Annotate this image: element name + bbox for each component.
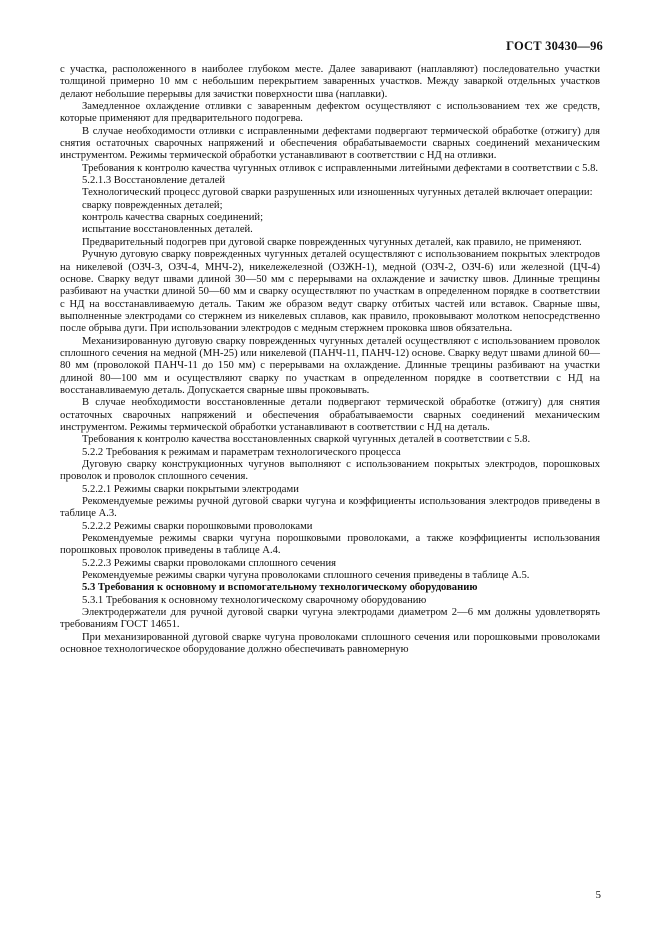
paragraph: Замедленное охлаждение отливки с заваренным дефектом осуществляют с использованием тех же средств, которые применяют для предварительного подогрева.	[60, 101, 600, 125]
document-body	[60, 64, 600, 657]
paragraph: В случае необходимости восстановленные детали подвергают термической обработке (отжигу) для снятия остаточных сварочных напряжений и обеспечения обрабатываемости сварных соединений механическим инструментом. Режимы термической обработки устанавливают в соответствии с НД на деталь.	[60, 397, 600, 433]
list-item: контроль качества сварных соединений;	[82, 212, 264, 224]
paragraph: Предварительный подогрев при дуговой сварке поврежденных чугунных деталей, как правило, не применяют.	[82, 236, 582, 248]
section-heading-5-2-1-3: 5.2.1.3 Восстановление деталей	[82, 175, 226, 187]
paragraph: При механизированной дуговой сварке чугуна проволоками сплошного сечения или порошковыми проволоками основное технологическое оборудование должно обеспечивать равномерную	[60, 631, 600, 656]
section-heading-5-2-2: 5.2.2 Требования к режимам и параметрам технологического процесса	[82, 446, 401, 458]
paragraph: с участка, расположенного в наиболее глубоком месте. Далее заваривают (наплавляют) последовательно участки толщиной примерно 10 мм с небольшим перекрытием заваренных участков. Между заваркой отдельных участков делают небольшие перерывы для зачистки поверхности шва (наплавки).	[60, 64, 600, 100]
page-number: 5	[595, 889, 601, 901]
standard-header: ГОСТ 30430—96	[506, 39, 603, 53]
paragraph: Рекомендуемые режимы ручной дуговой сварки чугуна и коэффициенты использования электродов приведены в таблице А.3.	[60, 496, 600, 520]
paragraph: Требования к контролю качества чугунных отливок с исправленными литейными дефектами в соответствии с 5.8.	[82, 162, 599, 174]
paragraph: Рекомендуемые режимы сварки чугуна порошковыми проволоками, а также коэффициенты использования порошковых проволок приведены в таблице А.4.	[60, 533, 600, 557]
section-heading-5-2-2-3: 5.2.2.3 Режимы сварки проволоками сплошного сечения	[82, 557, 336, 569]
paragraph: Требования к контролю качества восстановленных сваркой чугунных деталей в соответствии с 5.8.	[82, 434, 531, 446]
paragraph: Ручную дуговую сварку поврежденных чугунных деталей осуществляют с использованием покрытых электродов на никелевой (ОЗЧ-3, ОЗЧ-4, МНЧ-2), никележелезной (ОЗЖН-1), медной (ОЗЧ-2, ОЗЧ-6) или железной (ЦЧ-4) основе. Сварку ведут швами длиной 30—50 мм с перерывами на охлаждение и зачистку швов. Длинные трещины разбивают на участки длиной 50—60 мм и сварку осуществляют по участкам в определенном порядке в соответствии с НД на восстанавливаемую деталь. Таким же образом ведут сварку отбитых частей или вставок. Сварные швы, выполненные электродами со стержнем из никелевых сплавов, как правило, проковывают молотком непосредственно после обрыва дуги. При использовании электродов с медным стержнем проковка швов обязательна.	[60, 249, 600, 335]
paragraph: Электродержатели для ручной дуговой сварки чугуна электродами диаметром 2—6 мм должны удовлетворять требованиям ГОСТ 14651.	[60, 607, 600, 631]
paragraph: Дуговую сварку конструкционных чугунов выполняют с использованием покрытых электродов, порошковых проволок и проволок сплошного сечения.	[60, 459, 600, 483]
paragraph: В случае необходимости отливки с исправленными дефектами подвергают термической обработке (отжигу) для снятия остаточных сварочных напряжений и обеспечения обрабатываемости сварных соединений механическим инструментом. Режимы термической обработки устанавливают в соответствии с НД на отливки.	[60, 125, 600, 162]
paragraph: Механизированную дуговую сварку поврежденных чугунных деталей осуществляют с использованием проволок сплошного сечения на медной (МН-25) или никелевой (ПАНЧ-11, ПАНЧ-12) основе. Сварку ведут швами длиной 60—80 мм (проволокой ПАНЧ-11 до 150 мм) с перерывами на охлаждение. Длинные трещины разбивают на участки длиной 80—100 мм и осуществляют сварку по участкам в определенном порядке в соответствии с НД на восстанавливаемую деталь. Допускается сварные швы проковывать.	[60, 335, 600, 396]
paragraph: Технологический процесс дуговой сварки разрушенных или изношенных чугунных деталей включает операции:	[82, 187, 593, 199]
paragraph: Рекомендуемые режимы сварки чугуна проволоками сплошного сечения приведены в таблице А.5.	[82, 570, 530, 582]
section-heading-5-2-2-1: 5.2.2.1 Режимы сварки покрытыми электродами	[82, 483, 299, 495]
list-item: испытание восстановленных деталей.	[82, 224, 253, 236]
list-item: сварку поврежденных деталей;	[82, 199, 223, 211]
section-heading-5-2-2-2: 5.2.2.2 Режимы сварки порошковыми проволоками	[82, 520, 313, 532]
section-heading-5-3: 5.3 Требования к основному и вспомогательному технологическому оборудованию	[82, 582, 478, 594]
section-heading-5-3-1: 5.3.1 Требования к основному технологическому сварочному оборудованию	[82, 594, 427, 606]
